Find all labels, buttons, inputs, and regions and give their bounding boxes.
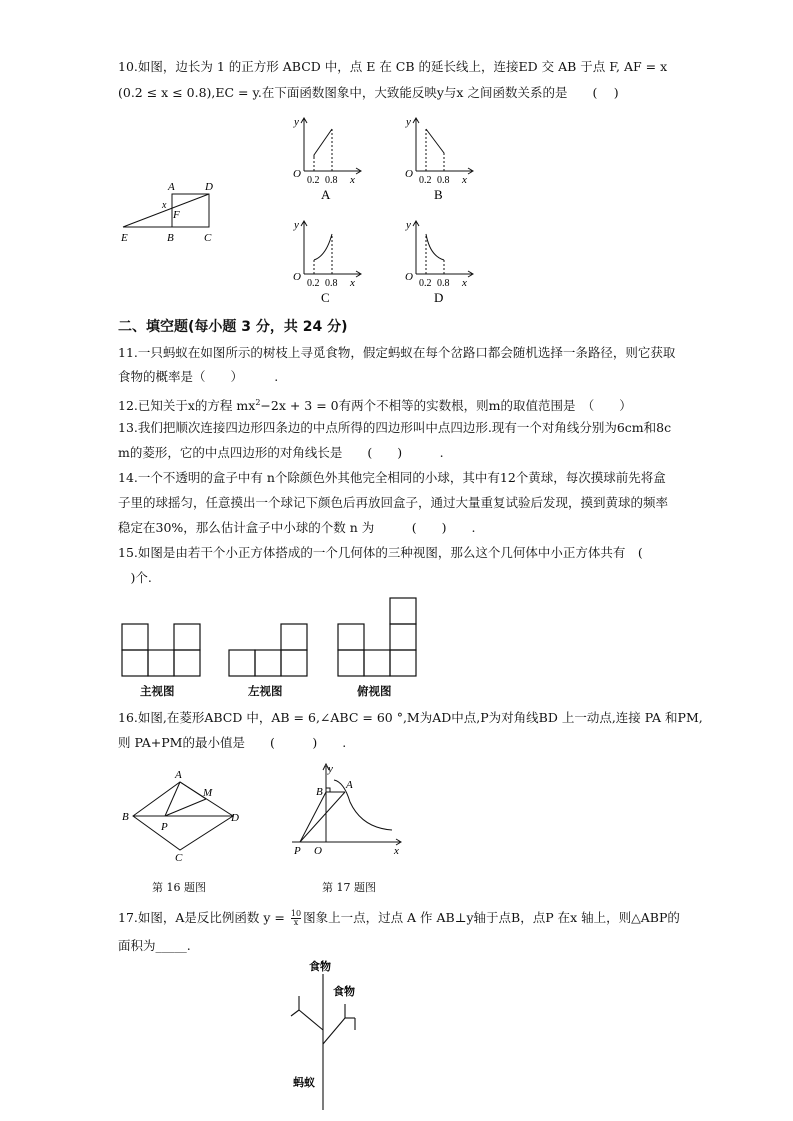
q13-line1: 13.我们把顺次连接四边形四条边的中点所得的四边形叫中点四边形.现有一个对角线分别为6cm和8c — [118, 420, 672, 435]
svg-text:y: y — [406, 219, 411, 231]
svg-text:O: O — [405, 168, 413, 180]
rhombus-figure — [118, 768, 248, 864]
svg-text:0.2: 0.2 — [419, 278, 432, 289]
svg-text:A: A — [346, 779, 353, 791]
q16-line1: 16.如图,在菱形ABCD 中，AB = 6,∠ABC = 60 °,M为AD中点,P为对角线BD 上一动点,连接 PA 和PM, — [118, 710, 703, 725]
svg-text:x: x — [350, 277, 355, 289]
q16-caption: 第 16 题图 — [152, 881, 206, 894]
top-view-label: 俯视图 — [357, 684, 392, 698]
q14-line3: 稳定在30%，那么估计盒子中小球的个数 n 为 ( ) . — [118, 520, 476, 535]
svg-text:0.2: 0.2 — [307, 278, 320, 289]
graph-B-label: B — [434, 187, 443, 202]
front-view — [121, 623, 203, 679]
q17-line2: 面积为_____. — [118, 938, 191, 953]
svg-text:C: C — [175, 852, 183, 864]
inverse-function-figure — [288, 762, 408, 858]
svg-text:0.8: 0.8 — [437, 175, 450, 186]
svg-text:B: B — [122, 811, 129, 823]
graph-D — [402, 218, 482, 308]
q14-line1: 14.一个不透明的盒子中有 n个除颜色外其他完全相同的小球，其中有12个黄球，每次摸球前先将盒 — [118, 470, 666, 485]
svg-text:O: O — [405, 271, 413, 283]
svg-text:A: A — [175, 769, 182, 781]
label-E: E — [121, 232, 128, 244]
left-view — [228, 623, 310, 679]
q11-line1: 11.一只蚂蚁在如图所示的树枝上寻觅食物，假定蚂蚁在每个岔路口都会随机选择一条路径，则它获取 — [118, 345, 676, 360]
label-x: x — [162, 200, 167, 211]
left-view-label: 左视图 — [248, 684, 283, 698]
graph-D-label: D — [434, 290, 444, 305]
svg-text:0.8: 0.8 — [325, 175, 338, 186]
svg-text:O: O — [293, 271, 301, 283]
label-D: D — [205, 181, 213, 193]
graph-B — [402, 115, 482, 205]
food-label-1: 食物 — [309, 961, 331, 973]
q12-line: 12.已知关于x的方程 $mx^2-2x + 3 = 0$有两个不相等的实数根，则m的取值范围是 （ ） — [118, 398, 632, 414]
q10-line1: 10.如图，边长为 1 的正方形 ABCD 中，点 E 在 CB 的延长线上，连接ED 交 AB 于点 F, AF = x — [118, 59, 668, 74]
top-view — [337, 596, 419, 680]
svg-text:0.8: 0.8 — [437, 278, 450, 289]
svg-text:x: x — [394, 845, 399, 857]
label-F: F — [173, 209, 180, 221]
svg-text:B: B — [316, 786, 323, 798]
label-A: A — [168, 181, 175, 193]
svg-text:0.8: 0.8 — [325, 278, 338, 289]
svg-text:x: x — [350, 174, 355, 186]
q16-line2: 则 PA+PM的最小值是 ( ) . — [118, 735, 347, 750]
q17-line1: 17.如图，A是反比例函数 y = $\frac{10}{x}$ 图象上一点，过点 A 作 AB⊥y轴于点B，点P 在x 轴上，则△ABP的 — [118, 909, 680, 927]
graph-C-label: C — [321, 290, 330, 305]
fraction-10-over-x: $\frac{10}{x}$ — [290, 909, 302, 927]
q13-line2: m的菱形，它的中点四边形的对角线长是 ( ) . — [118, 445, 444, 460]
svg-text:P: P — [294, 845, 301, 857]
svg-text:y: y — [328, 763, 333, 775]
graph-A-label: A — [321, 187, 331, 202]
svg-text:0.2: 0.2 — [419, 175, 432, 186]
food-label-2: 食物 — [333, 986, 355, 998]
svg-text:O: O — [314, 845, 322, 857]
graph-A — [290, 115, 370, 205]
svg-text:x: x — [462, 277, 467, 289]
graph-C — [290, 218, 370, 308]
q15-line2: )个. — [118, 570, 152, 585]
ant-label: 蚂蚁 — [293, 1077, 315, 1089]
tree-branch-figure — [285, 960, 385, 1110]
q15-line1: 15.如图是由若干个小正方体搭成的一个几何体的三种视图，那么这个几何体中小正方体共有 ( — [118, 545, 643, 560]
svg-text:y: y — [406, 116, 411, 128]
label-C: C — [204, 232, 212, 244]
q11-line2: 食物的概率是（ ） . — [118, 369, 279, 384]
q17-caption: 第 17 题图 — [322, 881, 376, 894]
square-figure — [115, 178, 225, 248]
svg-text:P: P — [161, 821, 168, 833]
svg-text:x: x — [462, 174, 467, 186]
q10-line2: (0.2 ≤ x ≤ 0.8),EC = y.在下面函数图象中，大致能反映y与x 之间函数关系的是 ( ) — [118, 85, 619, 100]
label-B: B — [167, 232, 174, 244]
section-heading: 二、填空题(每小题 3 分，共 24 分) — [118, 319, 348, 335]
svg-text:O: O — [293, 168, 301, 180]
svg-text:M: M — [203, 787, 213, 799]
svg-text:D: D — [231, 812, 239, 824]
svg-text:y: y — [294, 116, 299, 128]
svg-text:y: y — [294, 219, 299, 231]
q14-line2: 子里的球摇匀，任意摸出一个球记下颜色后再放回盒子，通过大量重复试验后发现，摸到黄球的频率 — [118, 495, 669, 510]
svg-text:0.2: 0.2 — [307, 175, 320, 186]
front-view-label: 主视图 — [140, 684, 175, 698]
